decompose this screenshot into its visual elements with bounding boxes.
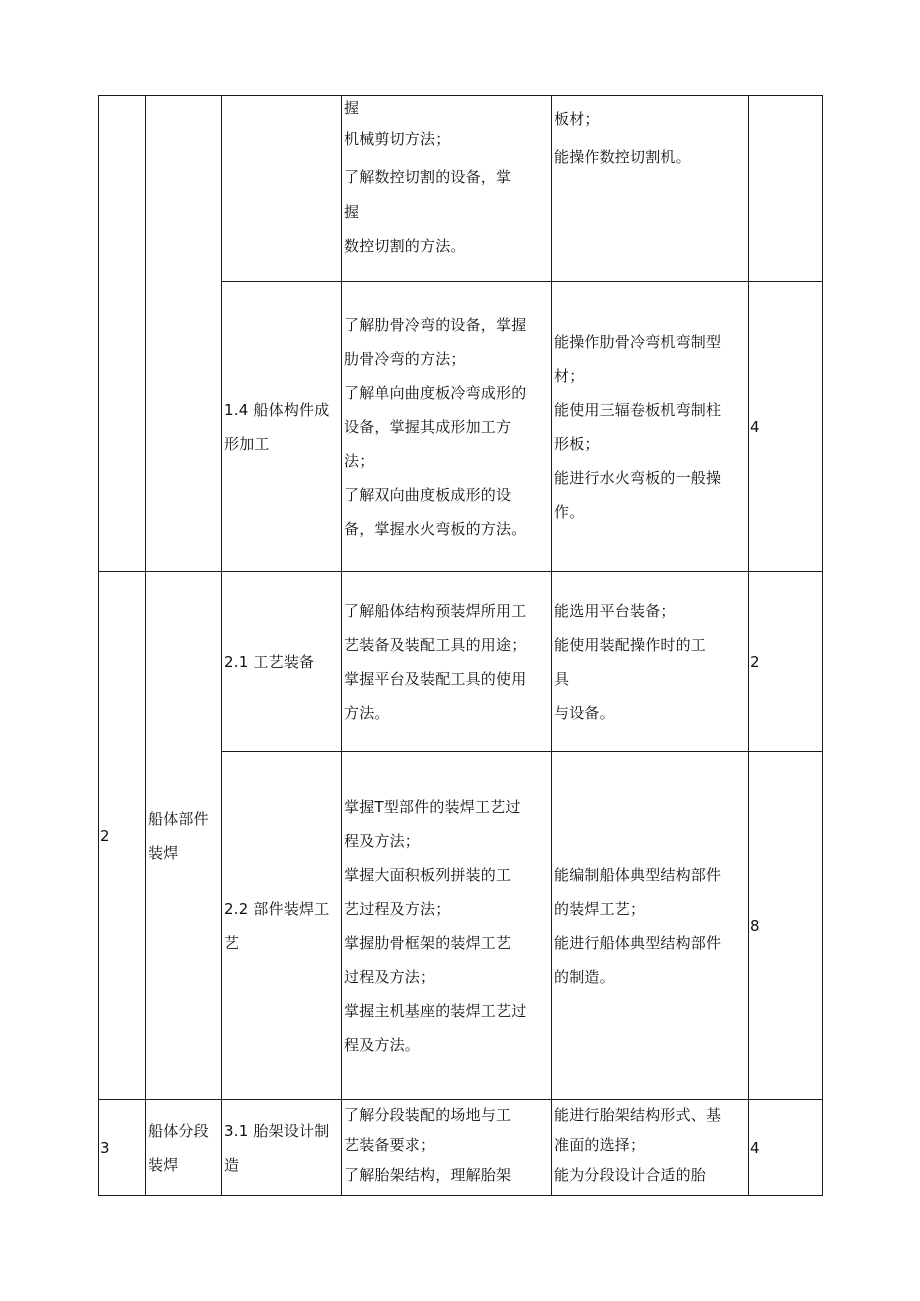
skill-cell — [552, 282, 749, 572]
text-line: 能为分段设计合适的胎 — [554, 1166, 707, 1184]
skill-cell — [552, 752, 749, 1100]
text-line: 程及方法； — [344, 831, 421, 850]
text-line: 肋骨冷弯的方法； — [344, 349, 466, 368]
table-row — [99, 572, 823, 752]
text-line: 机械剪切方法； — [344, 130, 451, 148]
knowledge-cell — [342, 282, 552, 572]
unit-label: 2.1 工艺装备 — [224, 652, 315, 671]
table-row — [99, 1100, 823, 1196]
unit-cell — [222, 1100, 342, 1196]
text-line: 了解双向曲度板成形的设 — [344, 485, 512, 504]
knowledge-cell — [342, 96, 552, 282]
text-line: 了解船体结构预装焊所用工 — [344, 601, 527, 620]
text-line: 能进行船体典型结构部件 — [554, 933, 722, 952]
text-line: 能操作肋骨冷弯机弯制型 — [554, 332, 722, 351]
hours-cell: 4 — [749, 282, 823, 572]
text-line: 掌握平台及装配工具的使用 — [344, 669, 527, 688]
unit-cell — [222, 572, 342, 752]
skill-cell — [552, 572, 749, 752]
table-row — [99, 96, 823, 282]
text-line: 的制造。 — [554, 967, 615, 986]
text-line: 艺装备要求； — [344, 1136, 436, 1154]
curriculum-table — [98, 95, 823, 1196]
text-line: 掌握T型部件的装焊工艺过 — [344, 797, 521, 816]
text-line: 了解数控切割的设备，掌 — [344, 168, 512, 186]
text-line: 作。 — [554, 502, 585, 521]
module-label: 船体部件装焊 — [148, 809, 209, 862]
knowledge-cell — [342, 572, 552, 752]
text-line: 了解分段装配的场地与工 — [344, 1106, 512, 1124]
seq-cell — [99, 96, 146, 572]
module-cell — [146, 96, 222, 572]
module-label: 船体分段装焊 — [148, 1121, 209, 1174]
text-line: 了解单向曲度板冷弯成形的 — [344, 383, 527, 402]
module-cell — [146, 1100, 222, 1196]
seq-cell: 3 — [99, 1100, 146, 1196]
hours-cell: 2 — [749, 572, 823, 752]
unit-label: 1.4 船体构件成形加工 — [224, 400, 330, 453]
text-line: 板材； — [554, 110, 600, 128]
text-line: 过程及方法； — [344, 967, 436, 986]
skill-cell — [552, 1100, 749, 1196]
text-line: 艺过程及方法； — [344, 899, 451, 918]
text-line: 了解胎架结构，理解胎架 — [344, 1166, 512, 1184]
text-line: 能使用装配操作时的工 — [554, 635, 707, 654]
text-line: 方法。 — [344, 703, 390, 722]
text-line: 法； — [344, 451, 375, 470]
hours-cell: 8 — [749, 752, 823, 1100]
knowledge-cell — [342, 752, 552, 1100]
text-line: 能使用三辐卷板机弯制柱 — [554, 400, 722, 419]
text-line: 能编制船体典型结构部件 — [554, 865, 722, 884]
text-line: 能进行水火弯板的一般操 — [554, 468, 722, 487]
hours-cell — [749, 96, 823, 282]
text-line: 艺装备及装配工具的用途； — [344, 635, 527, 654]
text-line: 能进行胎架结构形式、基 — [554, 1106, 722, 1124]
text-line: 程及方法。 — [344, 1035, 421, 1054]
text-line: 能选用平台装备； — [554, 601, 676, 620]
skill-cell — [552, 96, 749, 282]
seq-cell: 2 — [99, 572, 146, 1100]
text-line: 了解肋骨冷弯的设备，掌握 — [344, 315, 527, 334]
unit-cell — [222, 282, 342, 572]
hours-cell: 4 — [749, 1100, 823, 1196]
text-line: 具 — [554, 669, 570, 688]
unit-label: 3.1 胎架设计制造 — [224, 1121, 330, 1174]
text-line: 准面的选择； — [554, 1136, 646, 1154]
text-line: 数控切割的方法。 — [344, 237, 466, 255]
unit-label: 2.2 部件装焊工艺 — [224, 899, 330, 952]
text-line: 材； — [554, 366, 585, 385]
text-line: 掌握肋骨框架的装焊工艺 — [344, 933, 512, 952]
text-line: 形板； — [554, 434, 600, 453]
text-line: 备，掌握水火弯板的方法。 — [344, 519, 527, 538]
knowledge-cell — [342, 1100, 552, 1196]
module-cell — [146, 572, 222, 1100]
text-line: 与设备。 — [554, 703, 615, 722]
text-line: 掌握大面积板列拼装的工 — [344, 865, 512, 884]
text-line: 握 — [344, 203, 360, 221]
unit-cell — [222, 752, 342, 1100]
text-line: 的装焊工艺； — [554, 899, 646, 918]
text-line: 掌握主机基座的装焊工艺过 — [344, 1001, 527, 1020]
text-line: 能操作数控切割机。 — [554, 148, 691, 166]
text-line: 设备，掌握其成形加工方 — [344, 417, 512, 436]
unit-cell — [222, 96, 342, 282]
text-line: 握 — [344, 99, 360, 117]
